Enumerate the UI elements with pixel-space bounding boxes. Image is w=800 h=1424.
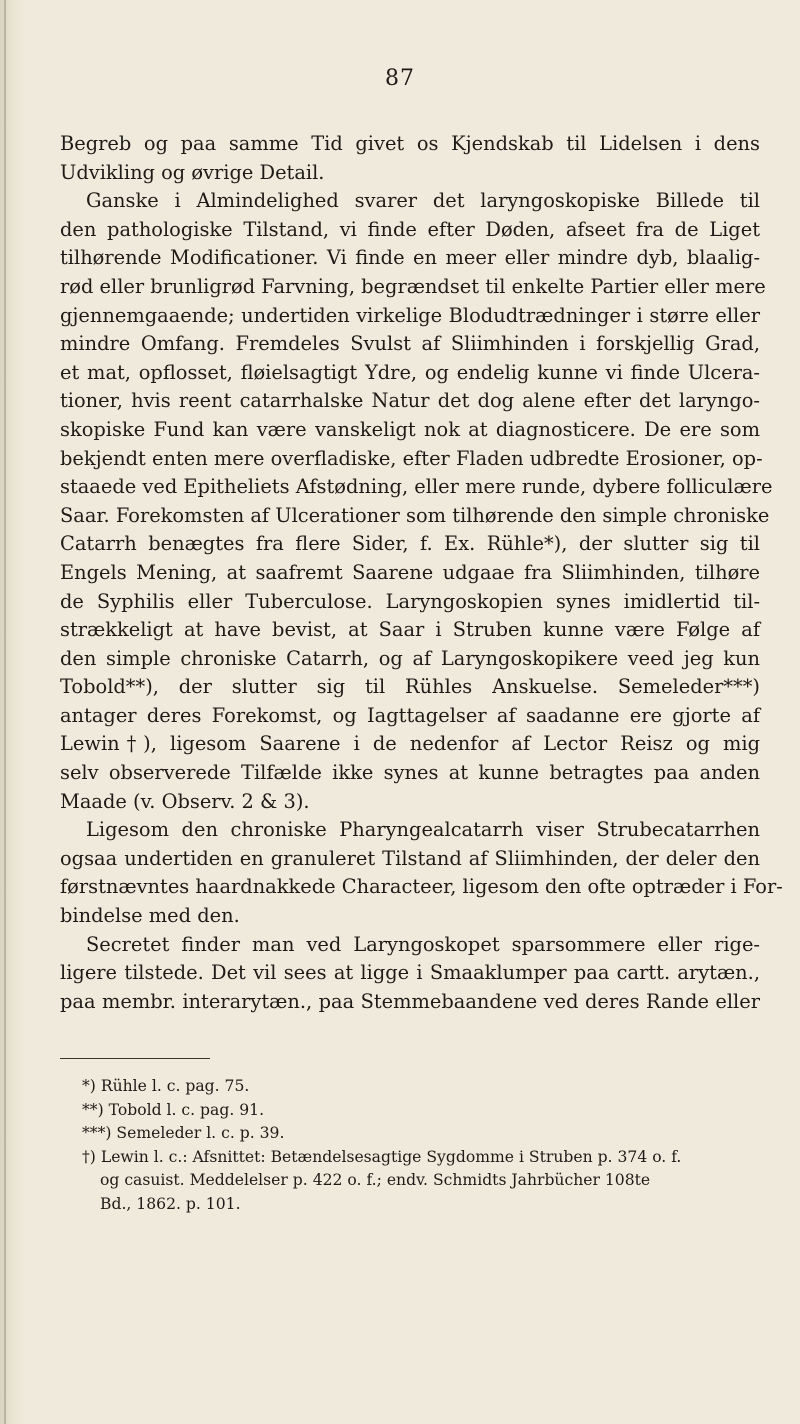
text-line: Maade (v. Observ. 2 & 3). [60,789,310,813]
text-line: Udvikling og øvrige Detail. [60,160,325,184]
text-line: den pathologiske Tilstand, vi finde efter Døden, afseet fra de Liget [60,217,760,241]
text-line: paa membr. interarytæn., paa Stemmebaandene ved deres Rande eller [60,989,760,1013]
text-line: den simple chroniske Catarrh, og af Laryngoskopikere veed jeg kun [60,646,760,670]
text-line: Ganske i Almindelighed svarer det laryngoskopiske Billede til [86,189,760,213]
text-line: Secretet finder man ved Laryngoskopet sparsommere eller rige- [86,932,760,956]
text-line: bindelse med den. [60,904,240,928]
text-line: ligere tilstede. Det vil sees at ligge i Smaaklumper paa cartt. arytæn., [60,961,760,985]
text-line: førstnævntes haardnakkede Characteer, ligesom den ofte optræder i For- [60,875,783,899]
text-line: tioner, hvis reent catarrhalske Natur det dog alene efter det laryngo- [60,389,760,413]
text-line: Tobold**), der slutter sig til Rühles Anskuelse. Semeleder***) [60,675,760,699]
text-line: skopiske Fund kan være vanskeligt nok at diagnosticere. De ere som [60,417,760,441]
text-line: mindre Omfang. Fremdeles Svulst af Sliimhinden i forskjellig Grad, [60,332,760,356]
body-text [60,130,783,1016]
text-line: selv observerede Tilfælde ikke synes at kunne betragtes paa anden [60,761,760,785]
text-line: staaede ved Epitheliets Afstødning, eller mere runde, dybere folliculære [60,475,773,499]
text-line: Ligesom den chroniske Pharyngealcatarrh viser Strubecatarrhen [86,818,760,842]
footnote: **) Tobold l. c. pag. 91. [82,1100,265,1119]
text-line: ogsaa undertiden en granuleret Tilstand af Sliimhinden, der deler den [60,846,760,870]
footnote: ***) Semeleder l. c. p. 39. [82,1124,285,1142]
text-line: Catarrh benægtes fra flere Sider, f. Ex. Rühle*), der slutter sig til [60,532,760,556]
footnote: †) Lewin l. c.: Afsnittet: Betændelsesagtige Sygdomme i Struben p. 374 o. f. [82,1147,682,1166]
footnote-continuation: og casuist. Meddelelser p. 422 o. f.; endv. Schmidts Jahrbücher 108te [100,1171,651,1189]
text-line: tilhørende Modificationer. Vi finde en meer eller mindre dyb, blaalig- [60,246,760,270]
footnote-continuation: Bd., 1862. p. 101. [100,1194,241,1213]
text-line: Engels Mening, at saafremt Saarene udgaae fra Sliimhinden, tilhøre [60,560,760,584]
text-line: Saar. Forekomsten af Ulcerationer som tilhørende den simple chroniske [60,503,770,527]
footnotes [82,1075,762,1216]
text-line: de Syphilis eller Tuberculose. Laryngoskopien synes imidlertid til- [60,589,760,613]
text-line: bekjendt enten mere overfladiske, efter Fladen udbredte Erosioner, op- [60,446,763,470]
text-line: Begreb og paa samme Tid givet os Kjendskab til Lidelsen i dens [60,132,760,155]
text-line: strækkeligt at have bevist, at Saar i Struben kunne være Følge af [60,618,760,642]
page-binding-line [4,0,6,1424]
text-line: gjennemgaaende; undertiden virkelige Blodudtrædninger i større eller [60,303,760,327]
text-line: antager deres Forekomst, og Iagttagelser af saadanne ere gjorte af [60,703,760,727]
text-line: rød eller brunligrød Farvning, begrændset til enkelte Partier eller mere [60,274,766,298]
page-number: 87 [385,66,415,91]
footnote: *) Rühle l. c. pag. 75. [82,1077,250,1095]
footnote-separator [60,1058,210,1059]
text-line: et mat, opflosset, fløielsagtigt Ydre, og endelig kunne vi finde Ulcera- [60,360,760,384]
text-line: Lewin†), ligesom Saarene i de nedenfor af Lector Reisz og mig [60,732,760,756]
